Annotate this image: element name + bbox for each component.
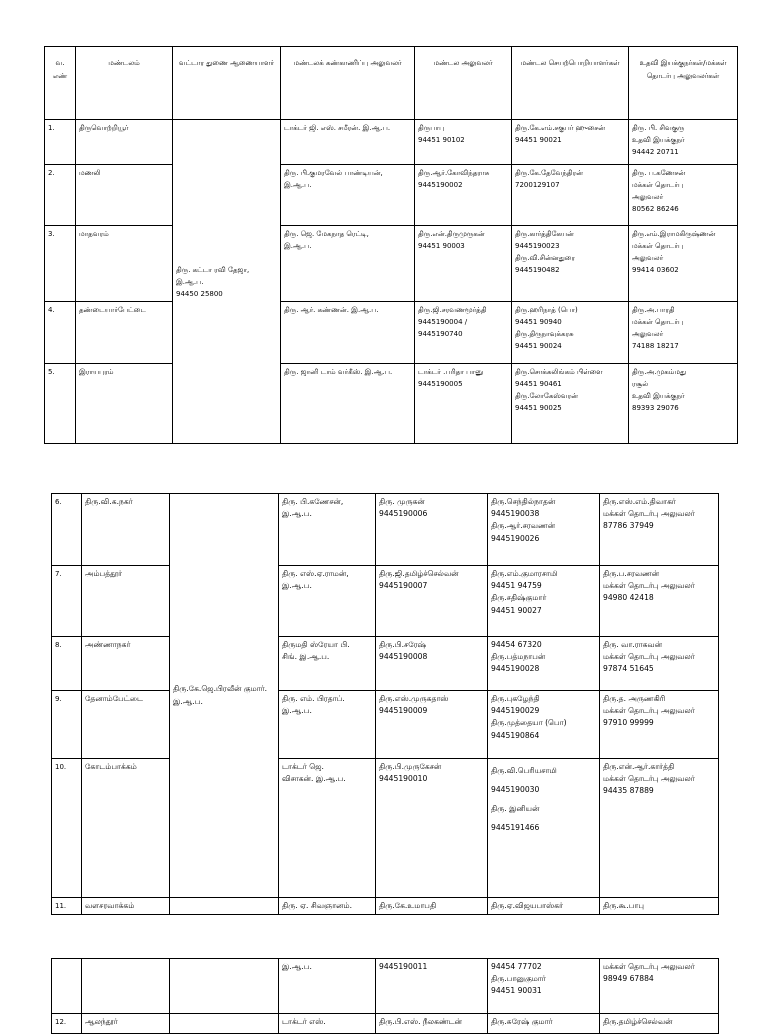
zone-cell (82, 959, 170, 1014)
zone-cell: கோடம்பாக்கம் (82, 759, 170, 898)
serial-cell: 10. (52, 759, 82, 898)
pro-cell (600, 566, 719, 637)
pro-cell (600, 959, 719, 1014)
engineers-text: 94454 77702 திரு.பானுகுமார் 94451 90031 (491, 962, 546, 996)
officer-text: திரு.பி.முருகேசன் 9445190010 (379, 762, 442, 784)
zone-table-3 (51, 958, 719, 1034)
pro-text: திரு. ப.கணேசன் மக்கள் தொடர்பு அலுவலர் 80562 86246 (632, 169, 686, 213)
pro-text: திரு.த. அருணகிரி மக்கள் தொடர்பு அலுவலர் 97910 99999 (603, 694, 695, 728)
header-zonal-officer: மண்டல அலுவலர் (415, 47, 512, 120)
engineers-cell (512, 165, 629, 226)
serial-cell: 3. (45, 226, 76, 302)
engineers-cell (488, 898, 600, 915)
pro-text: திரு. வா.ராகவன் மக்கள் தொடர்பு அலுவலர் 97874 51645 (603, 640, 695, 674)
pro-cell (600, 494, 719, 566)
monitor-text: டாக்டர் ஜி. எஸ். சமீரன். இ.ஆ.ப. (284, 124, 391, 132)
pro-cell (629, 226, 738, 302)
officer-cell (376, 898, 488, 915)
monitor-cell (281, 120, 415, 165)
serial-cell: 9. (52, 691, 82, 759)
monitor-text: திரு. ஜெ. மேகநாத ரெட்டி, இ.ஆ.ப. (284, 230, 369, 250)
engineers-cell (488, 759, 600, 898)
officer-text: திரு.எஸ்.முருகதாஸ் 9445190009 (379, 694, 449, 716)
engineers-text: திரு.கே.தேவேந்திரன் 7200129107 (515, 169, 583, 189)
officer-text: திரு.என்.திருமுருகன் 94451 90003 (418, 230, 485, 250)
monitor-cell (279, 959, 376, 1014)
engineers-text: 94454 67320 திரு.பத்மநாபன் 9445190028 (491, 640, 546, 674)
engineers-text: திரு.கார்த்திகேயன் 9445190023 திரு.வி.சின்னதுரை 9445190482 (515, 230, 576, 274)
engineers-text: திரு.ஏ.விஜயபாஸ்கர் (491, 901, 564, 910)
zone-cell: வளசரவாக்கம் (82, 898, 170, 915)
officer-cell: திரு.பி.எஸ். நீலகண்டன் (376, 1014, 488, 1034)
engineers-cell (488, 494, 600, 566)
zone-cell: இராயபுரம் (76, 364, 173, 444)
monitor-text: திருமதி ஸ்ரேயா பி. சிங். இ.ஆ.ப. (282, 640, 350, 662)
deputy-commissioner-cell (170, 898, 279, 915)
officer-text: திரு.கே.உமாபதி (379, 901, 437, 910)
serial-cell (52, 959, 82, 1014)
officer-cell (376, 494, 488, 566)
engineers-cell (512, 364, 629, 444)
pro-cell (629, 165, 738, 226)
table-row (52, 759, 719, 898)
engineers-text: திரு.சொக்கலிங்கம் பிள்ளை 94451 90461 திரு.லோகேஸ்வரன் 94451 90025 (515, 368, 603, 412)
header-deputy-commissioner: வட்டார துணை ஆணையாளர் (173, 47, 281, 120)
officer-cell (376, 959, 488, 1014)
deputy-commissioner-cell (170, 959, 279, 1014)
pro-cell (629, 364, 738, 444)
header-monitoring-officer: மண்டலக் கண்காணிப்பு அலுவலர் (281, 47, 415, 120)
monitor-cell (281, 364, 415, 444)
officer-text: 9445190011 (379, 962, 428, 971)
zone-cell: தேனாம்பேட்டை (82, 691, 170, 759)
monitor-cell (279, 637, 376, 691)
zone-table-1 (44, 46, 738, 444)
officer-cell (415, 302, 512, 364)
engineers-cell (512, 226, 629, 302)
monitor-text: திரு. பி.குமரவேல் பாண்டியன், இ.ஆ.ப. (284, 169, 383, 189)
engineers-text: திரு.ஹரிநாத் (பொ) 94451 90940 திரு.திருநாவுக்கரசு 94451 90024 (515, 306, 578, 350)
serial-cell: 5. (45, 364, 76, 444)
monitor-cell (279, 691, 376, 759)
table-row (45, 302, 738, 364)
table-row (52, 898, 719, 915)
header-serial: வ. எண் (45, 47, 76, 120)
engineers-cell (488, 691, 600, 759)
officer-cell (376, 566, 488, 637)
deputy-commissioner-text: திரு. கட்டா ரவி தேஜா, இ.ஆ.ப. 94450 25800 (176, 265, 250, 298)
serial-cell: 1. (45, 120, 76, 165)
pro-cell (600, 691, 719, 759)
engineers-cell (512, 302, 629, 364)
monitor-text: திரு. பி.கணேசன், இ.ஆ.ப. (282, 497, 344, 519)
engineers-cell (488, 566, 600, 637)
monitor-text: திரு. ஜானி டாம் வர்கீஸ். இ.ஆ.ப. (284, 368, 393, 376)
officer-text: திரு. முருகன் 9445190006 (379, 497, 428, 519)
table-row (52, 691, 719, 759)
serial-cell: 12. (52, 1014, 82, 1034)
officer-cell (415, 226, 512, 302)
monitor-text: திரு. எஸ்.ஏ.ராமன், இ.ஆ.ப. (282, 569, 349, 591)
zone-cell: ஆலந்தூர் (82, 1014, 170, 1034)
engineers-text: திரு.செந்தில்நாதன் 9445190038 திரு.ஆர்.சரவணன் 9445190026 (491, 497, 556, 543)
zone-cell: மணலி (76, 165, 173, 226)
pro-cell (600, 637, 719, 691)
monitor-cell (279, 566, 376, 637)
officer-cell (376, 637, 488, 691)
table-row (52, 637, 719, 691)
engineers-cell: திரு.சுரேஷ் குமார் (488, 1014, 600, 1034)
header-public-relations: உதவி இயக்குநர்கள்/மக்கள் தொடர்பு அலுவலர்கள் (629, 47, 738, 120)
monitor-cell (279, 759, 376, 898)
monitor-cell (281, 165, 415, 226)
officer-text: திரு.பி.சரேஷ் 9445190008 (379, 640, 428, 662)
engineers-cell (488, 959, 600, 1014)
zone-cell: அம்பத்தூர் (82, 566, 170, 637)
deputy-commissioner-cell (173, 120, 281, 444)
table-row (52, 566, 719, 637)
zone-cell: மாதவரம் (76, 226, 173, 302)
table-row (52, 959, 719, 1014)
pro-text: திரு.எம்.இராமகிருஷ்ணன் மக்கள் தொடர்பு அலுவலர் 99414 03602 (632, 230, 716, 274)
serial-cell: 11. (52, 898, 82, 915)
officer-cell (415, 120, 512, 165)
header-zone: மண்டலம் (76, 47, 173, 120)
deputy-commissioner-text: திரு.கே.ஜெ.பிரவீன் குமார். இ.ஆ.ப. (173, 684, 268, 706)
deputy-commissioner-cell (170, 494, 279, 898)
header-row (45, 47, 738, 120)
monitor-text: இ.ஆ.ப. (282, 962, 312, 971)
monitor-cell (279, 898, 376, 915)
pro-text: திரு.கூ.பாபு (603, 901, 644, 910)
serial-cell: 4. (45, 302, 76, 364)
officer-text: திரு.ஆர்.கோவிந்தராசு 9445190002 (418, 169, 490, 189)
pro-text: திரு.எஸ்.எம்.திவாகர் மக்கள் தொடர்பு அலுவலர் 87786 37949 (603, 497, 695, 531)
table-row (45, 165, 738, 226)
zone-cell: அண்ணாநகர் (82, 637, 170, 691)
table-row (45, 120, 738, 165)
officer-text: திரு.ஜி.தமிழ்ச்செல்வன் 9445190007 (379, 569, 459, 591)
officer-text: டாக்டர் .பரிதா பானு 9445190005 (418, 368, 484, 388)
pro-cell (600, 898, 719, 915)
officer-cell (376, 759, 488, 898)
header-executive-engineers: மண்டல செயற்பொறியாளர்கள் (512, 47, 629, 120)
pro-text: திரு. பி. சிவகுரு உதவி இயக்குநர் 94442 20711 (632, 124, 685, 156)
monitor-cell (281, 302, 415, 364)
engineers-cell (512, 120, 629, 165)
table-row (45, 364, 738, 444)
monitor-text: திரு. ஏ. சிவஞானம். (282, 901, 353, 910)
pro-text: திரு.அ.பாரதி மக்கள் தொடர்பு அலுவலர் 74188 18217 (632, 306, 684, 350)
monitor-text: டாக்டர் ஜெ. விசாகன். இ.ஆ.ப. (282, 762, 346, 784)
engineers-text: திரு.எம்.குமாரசாமி 94451 94759 திரு.சதிஷ்குமார் 94451 90027 (491, 569, 558, 615)
monitor-cell: டாக்டர் எஸ். (279, 1014, 376, 1034)
monitor-cell (281, 226, 415, 302)
pro-text: திரு.என்.ஆர்.கார்த்தி மக்கள் தொடர்பு அலுவலர் 94435 87889 (603, 762, 695, 796)
zone-cell: தண்டையார்பேட்டை (76, 302, 173, 364)
monitor-text: திரு. எம். பிரதாப். இ.ஆ.ப. (282, 694, 345, 716)
serial-cell: 8. (52, 637, 82, 691)
serial-cell: 2. (45, 165, 76, 226)
table-row (45, 226, 738, 302)
pro-cell (629, 120, 738, 165)
officer-text: திருபாபு 94451 90102 (418, 124, 465, 144)
serial-cell: 6. (52, 494, 82, 566)
pro-text: திரு.அ.முகம்மது ரசூல் உதவி இயக்குநர் 89393 29076 (632, 368, 687, 412)
pro-cell: திரு.தமிழ்ச்செல்வன் (600, 1014, 719, 1034)
pro-cell (600, 759, 719, 898)
table-row (52, 494, 719, 566)
pro-text: மக்கள் தொடர்பு அலுவலர் 98949 67884 (603, 962, 695, 984)
monitor-text: திரு. ஆர். கண்ணன். இ.ஆ.ப. (284, 306, 379, 314)
pro-text: திரு.ப.சரவணன் மக்கள் தொடர்பு அலுவலர் 94980 42418 (603, 569, 695, 603)
engineers-text: திரு.கே.எம்.சகுபர் ஹுசைன் 94451 90021 (515, 124, 606, 144)
engineers-text: திரு.வி.பெரியசாமி 9445190030 திரு. இனியன் 9445191466 (491, 766, 557, 832)
pro-cell (629, 302, 738, 364)
officer-cell (376, 691, 488, 759)
officer-cell (415, 364, 512, 444)
officer-cell (415, 165, 512, 226)
serial-cell: 7. (52, 566, 82, 637)
zone-cell: திரு.வி.க.நகர் (82, 494, 170, 566)
officer-text: திரு.ஜி.சரவணமூர்த்தி 9445190004 / 9445190740 (418, 306, 487, 338)
engineers-text: திரு.புகழேந்தி 9445190029 திரு.முத்தையா (பொ) 9445190864 (491, 694, 567, 740)
monitor-cell (279, 494, 376, 566)
zone-table-2 (51, 493, 719, 915)
engineers-cell (488, 637, 600, 691)
zone-cell: திருவொற்றியூர் (76, 120, 173, 165)
